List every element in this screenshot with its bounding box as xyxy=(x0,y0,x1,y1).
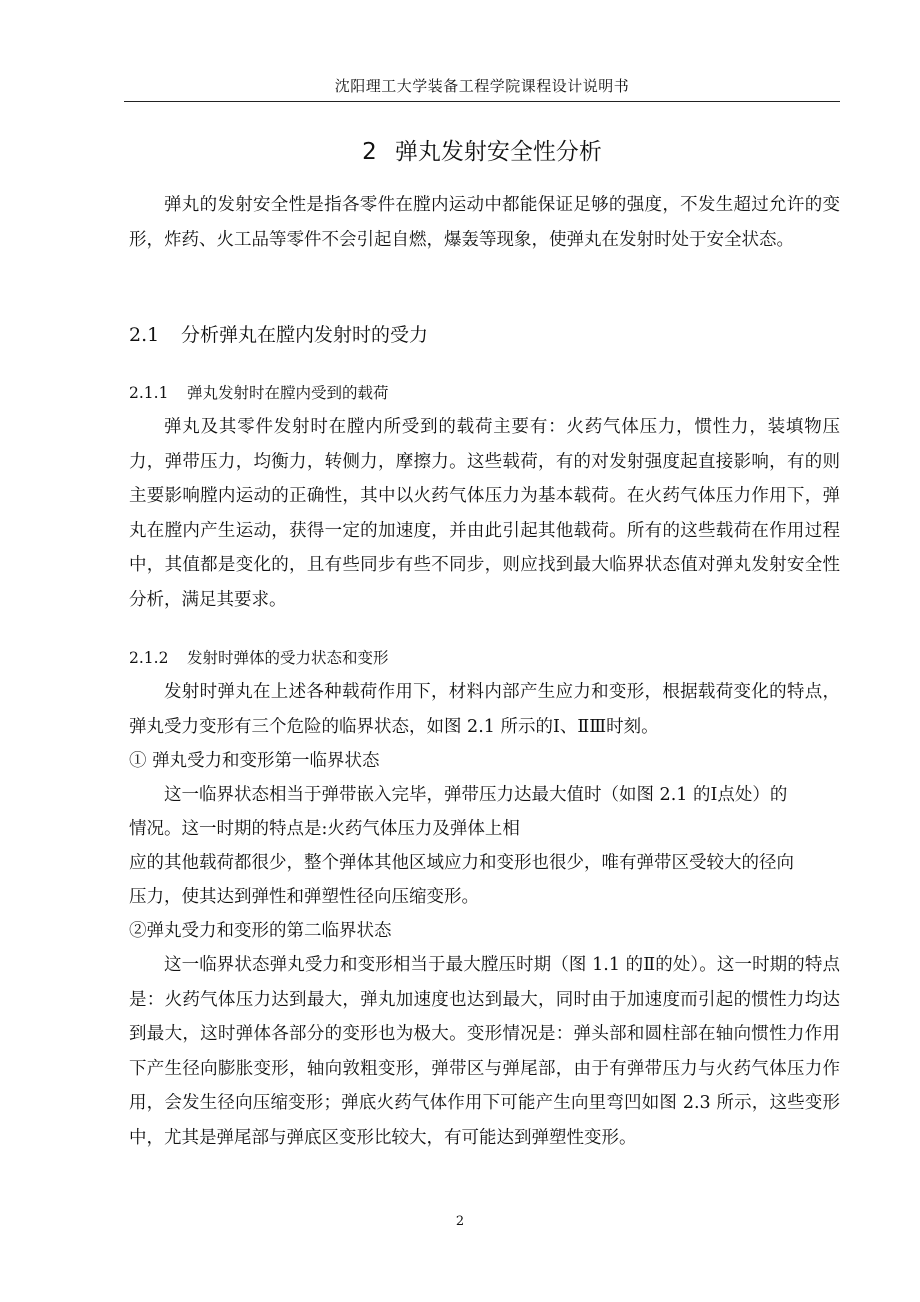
running-header: 沈阳理工大学装备工程学院课程设计说明书 xyxy=(334,77,630,95)
page-number: 2 xyxy=(455,1214,465,1229)
subsection-heading-2-1-1 xyxy=(129,381,389,405)
section-title: 分析弹丸在膛内发射时的受力 xyxy=(181,324,429,346)
state-2-paragraph: 这一临界状态弹丸受力和变形相当于最大膛压时期（图 1.1 的Ⅱ的处）。这一时期的特点是：火药气体压力达到最大，弹丸加速度也达到最大，同时由于加速度而引起的惯性力均达到最大，这时弹体各部分的变形也为极大。变形情况是：弹头部和圆柱部在轴向惯性力作用下产生径向膨胀变形，轴向敦粗变形，弹带区与弹尾部，由于有弹带压力与火药气体压力作用，会发生径向压缩变形；弹底火药气体作用下可能产生向里弯凹如图 2.3 所示，这些变形中，尤其是弹尾部与弹底区变形比较大，有可能达到弹塑性变形。 xyxy=(129,955,840,1148)
chapter-intro-paragraph: 弹丸的发射安全性是指各零件在膛内运动中都能保证足够的强度，不发生超过允许的变形，炸药、火工品等零件不会引起自燃，爆轰等现象，使弹丸在发射时处于安全状态。 xyxy=(129,195,840,250)
subsection-title: 发射时弹体的受力状态和变形 xyxy=(187,649,389,667)
chapter-title-text: 弹丸发射安全性分析 xyxy=(394,139,602,165)
state-1-line-2: 情况。这一时期的特点是:火药气体压力及弹体上相 xyxy=(129,819,520,839)
state-1-line-4: 压力，使其达到弹性和弹塑性径向压缩变形。 xyxy=(129,887,479,907)
subsection-heading-2-1-2 xyxy=(129,646,389,670)
state-1-heading: ① 弹丸受力和变形第一临界状态 xyxy=(129,751,380,771)
section-heading-2-1 xyxy=(129,321,428,349)
header-rule xyxy=(124,101,840,102)
loads-paragraph: 弹丸及其零件发射时在膛内所受到的载荷主要有：火药气体压力，惯性力，装填物压力，弹带压力，均衡力，转侧力，摩擦力。这些载荷，有的对发射强度起直接影响，有的则主要影响膛内运动的正确性，其中以火药气体压力为基本载荷。在火药气体压力作用下，弹丸在膛内产生运动，获得一定的加速度，并由此引起其他载荷。所有的这些载荷在作用过程中，其值都是变化的，且有些同步有些不同步，则应找到最大临界状态值对弹丸发射安全性分析，满足其要求。 xyxy=(129,417,840,610)
chapter-number: 2 xyxy=(362,139,377,165)
subsection-number: 2.1.1 xyxy=(129,384,169,402)
deformation-paragraph: 发射时弹丸在上述各种载荷作用下，材料内部产生应力和变形，根据载荷变化的特点，弹丸受力变形有三个危险的临界状态，如图 2.1 所示的Ⅰ、ⅡⅢ时刻。 xyxy=(129,682,840,737)
subsection-title: 弹丸发射时在膛内受到的载荷 xyxy=(187,384,389,402)
state-1-line-1: 这一临界状态相当于弹带嵌入完毕，弹带压力达最大值时（如图 2.1 的Ⅰ点处）的 xyxy=(164,785,788,805)
section-number: 2.1 xyxy=(129,324,160,346)
state-1-line-3: 应的其他载荷都很少，整个弹体其他区域应力和变形也很少，唯有弹带区受较大的径向 xyxy=(129,853,794,873)
chapter-title xyxy=(124,136,840,168)
state-2-heading: ②弹丸受力和变形的第二临界状态 xyxy=(129,921,392,941)
subsection-number: 2.1.2 xyxy=(129,649,169,667)
